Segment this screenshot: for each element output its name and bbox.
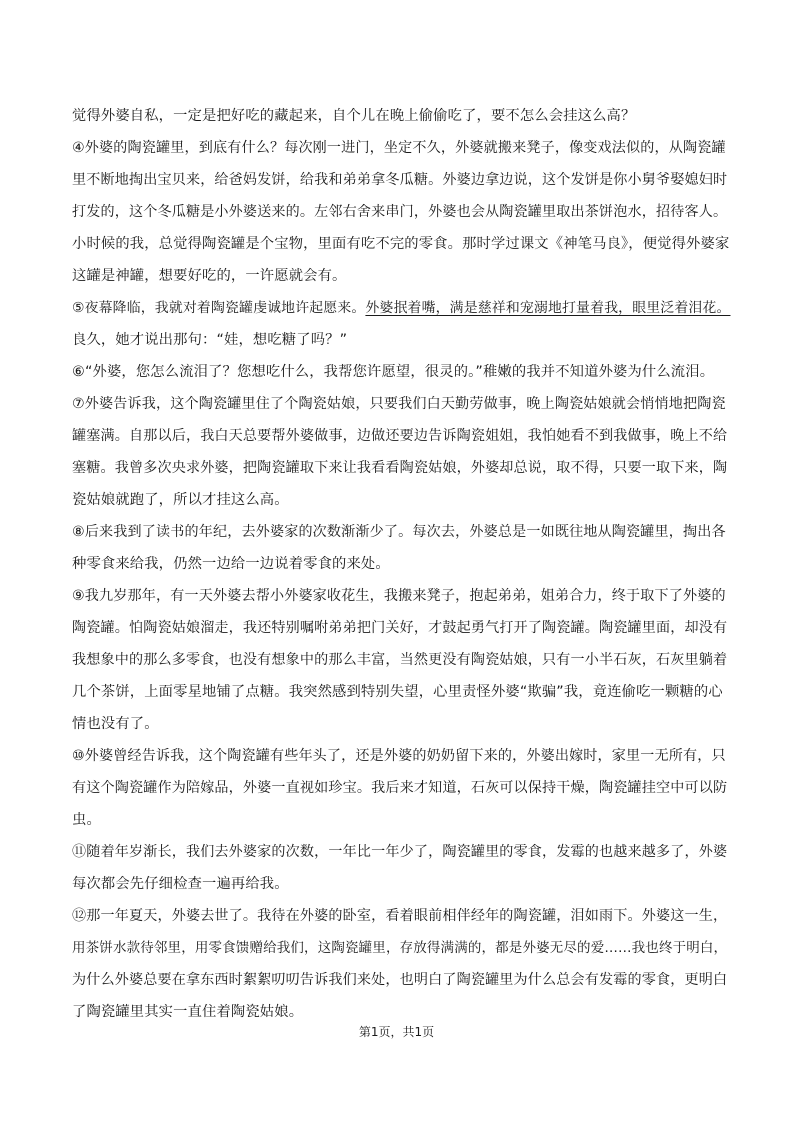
text-line: 陶瓷罐。怕陶瓷姑娘溜走，我还特别嘱咐弟弟把门关好，才鼓起勇气打开了陶瓷罐。陶瓷罐里面，却没有 [72, 620, 728, 636]
text-line: 罐塞满。自那以后，我白天总要帮外婆做事，边做还要边告诉陶瓷姐姐，我怕她看不到我做事，晚上不给 [72, 428, 728, 444]
text-line: 用茶饼水款待邻里，用零食馈赠给我们，这陶瓷罐里，存放得满满的，都是外婆无尽的爱……我也终于明白， [72, 940, 728, 956]
text-line [72, 292, 732, 324]
page-footer [0, 1024, 793, 1040]
text-line: 了陶瓷罐里其实一直住着陶瓷姑娘。 [72, 1004, 304, 1020]
text-line: 为什么外婆总要在拿东西时絮絮叨叨告诉我们来处，也明白了陶瓷罐里为什么总会有发霉的零食，更明白 [72, 972, 728, 988]
text-line: 良久，她才说出那句：“娃，想吃糖了吗？” [72, 332, 348, 348]
text-line: 觉得外婆自私，一定是把好吃的藏起来，自个儿在晚上偷偷吃了，要不怎么会挂这么高？ [72, 108, 636, 124]
text-line: ⑧后来我到了读书的年纪，去外婆家的次数渐渐少了。每次去，外婆总是一如既往地从陶瓷罐里，掏出各 [72, 524, 726, 540]
text-line: 塞糖。我曾多次央求外婆，把陶瓷罐取下来让我看看陶瓷姑娘，外婆却总说，取不得，只要一取下来，陶 [72, 460, 728, 476]
text-line: 有这个陶瓷罐作为陪嫁品，外婆一直视如珍宝。我后来才知道，石灰可以保持干燥，陶瓷罐挂空中可以防 [72, 780, 728, 796]
text-line: 我想象中的那么多零食，也没有想象中的那么丰富，当然更没有陶瓷姑娘，只有一小半石灰，石灰里躺着 [72, 652, 728, 668]
text-line: ⑩外婆曾经告诉我，这个陶瓷罐有些年头了，还是外婆的奶奶留下来的，外婆出嫁时，家里一无所有，只 [72, 748, 726, 764]
page-number-label: 第1页，共1页 [358, 1025, 435, 1039]
text-line: 里不断地掏出宝贝来，给爸妈发饼，给我和弟弟拿冬瓜糖。外婆边拿边说，这个发饼是你小舅爷娶媳妇时 [72, 172, 728, 188]
text-line: ⑨我九岁那年，有一天外婆去帮小外婆家收花生，我搬来凳子，抱起弟弟，姐弟合力，终于取下了外婆的 [72, 588, 726, 604]
line-text: ⑤夜幕降临，我就对着陶瓷罐虔诚地许起愿来。 [72, 300, 366, 316]
underlined-sentence: 外婆抿着嘴，满是慈祥和宠溺地打量着我，眼里泛着泪花。 [365, 300, 731, 316]
text-line: ⑫那一年夏天，外婆去世了。我待在外婆的卧室，看着眼前相伴经年的陶瓷罐，泪如雨下。外婆这一生， [72, 908, 728, 924]
text-line: ⑦外婆告诉我，这个陶瓷罐里住了个陶瓷姑娘，只要我们白天勤劳做事，晚上陶瓷姑娘就会悄悄地把陶瓷 [72, 396, 726, 412]
text-line: 情也没有了。 [72, 716, 159, 732]
text-line: 几个茶饼，上面零星地铺了点糖。我突然感到特别失望，心里责怪外婆“欺骗”我，竟连偷吃一颗糖的心 [72, 684, 723, 700]
text-line: 打发的，这个冬瓜糖是小外婆送来的。左邻右舍来串门，外婆也会从陶瓷罐里取出茶饼泡水，招待客人。 [72, 204, 728, 220]
text-line: 这罐是神罐，想要好吃的，一许愿就会有。 [72, 268, 347, 284]
text-line: 种零食来给我，仍然一边给一边说着零食的来处。 [72, 556, 390, 572]
text-line: ⑪随着年岁渐长，我们去外婆家的次数，一年比一年少了，陶瓷罐里的零食，发霉的也越来越多了，外婆 [72, 844, 728, 860]
text-line: ⑥“外婆，您怎么流泪了？您想吃什么，我帮您许愿望，很灵的。”稚嫩的我并不知道外婆为什么流泪。 [72, 364, 715, 380]
text-line: 每次都会先仔细检查一遍再给我。 [72, 876, 289, 892]
text-line: ④外婆的陶瓷罐里，到底有什么？每次刚一进门，坐定不久，外婆就搬来凳子，像变戏法似的，从陶瓷罐 [72, 140, 726, 156]
text-line: 瓷姑娘就跑了，所以才挂这么高。 [72, 492, 289, 508]
article-body [72, 100, 732, 1028]
text-line: 小时候的我，总觉得陶瓷罐是个宝物，里面有吃不完的零食。那时学过课文《神笔马良》，便觉得外婆家 [72, 236, 730, 252]
text-line: 虫。 [72, 812, 101, 828]
